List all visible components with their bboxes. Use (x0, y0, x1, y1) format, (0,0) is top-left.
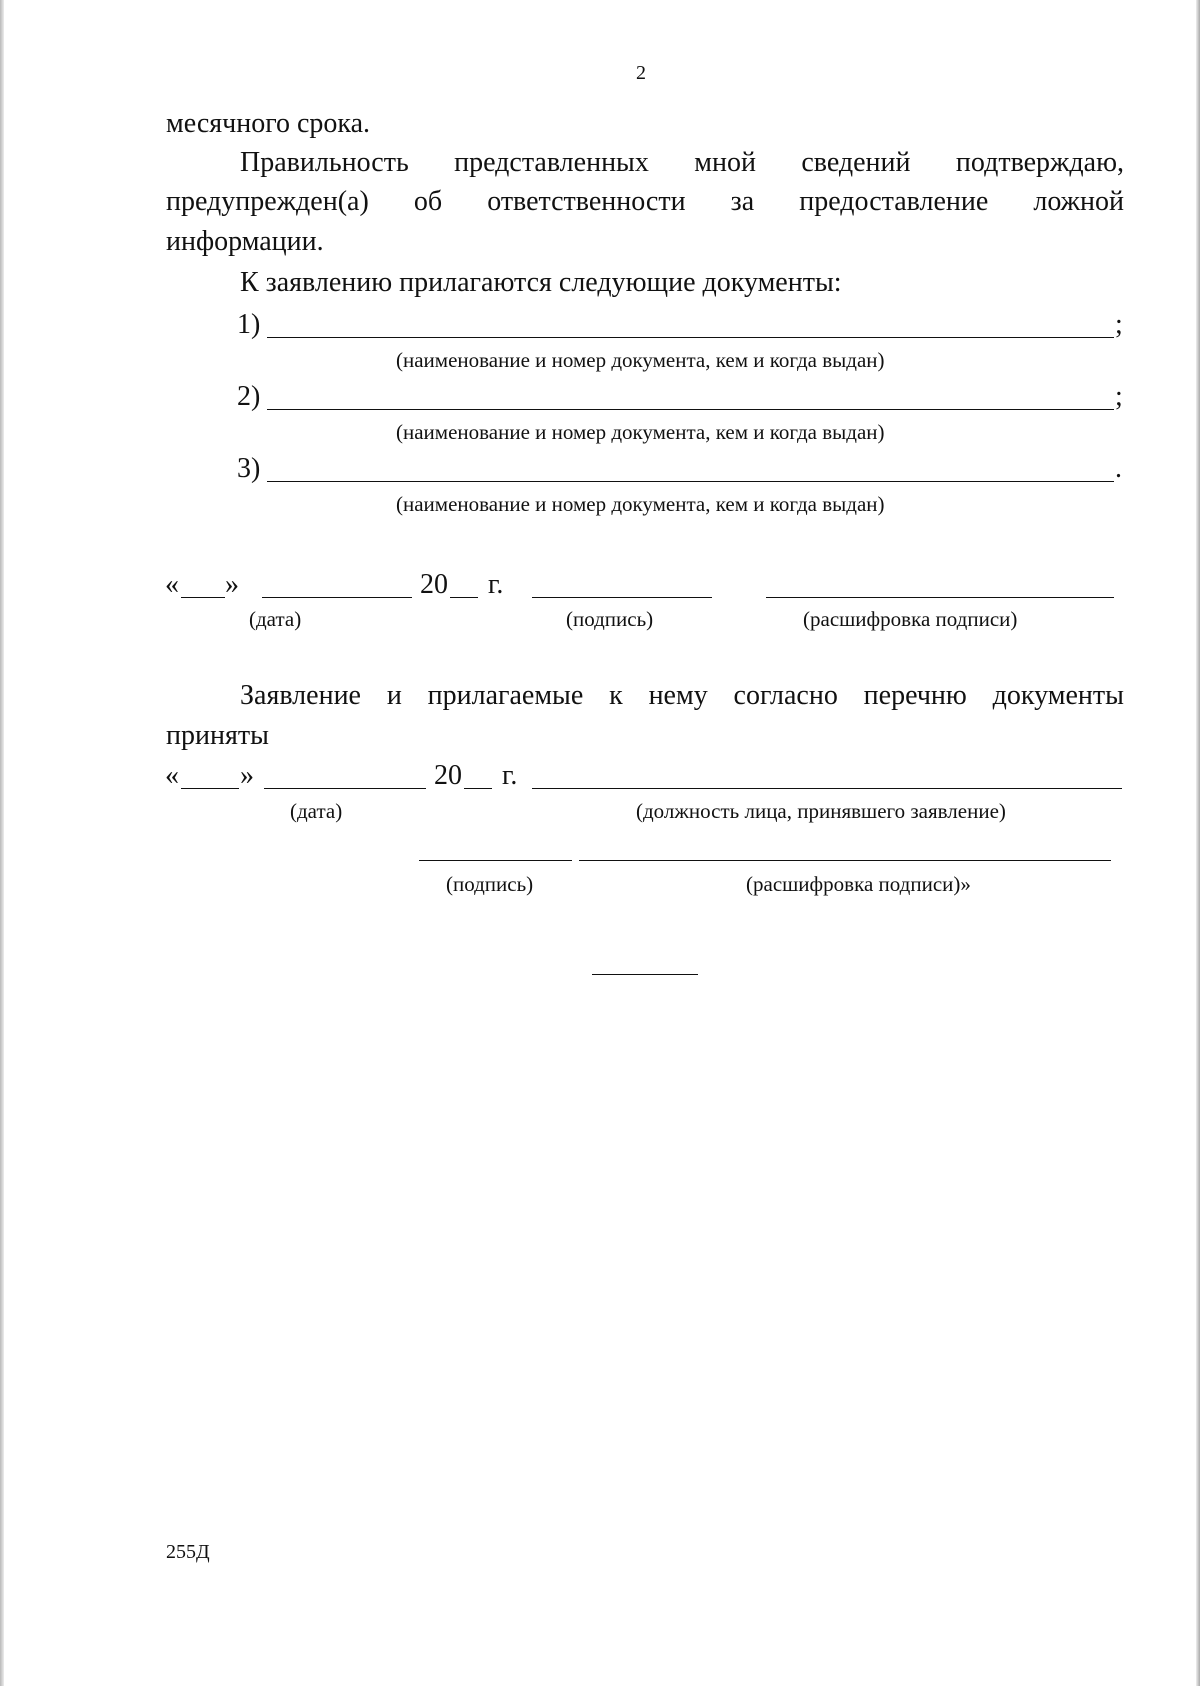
acceptance-position-caption: (должность лица, принявшего заявление) (636, 799, 1006, 823)
attachment-1-field[interactable] (267, 337, 1114, 338)
acceptance-quote-open: « (165, 760, 179, 791)
attachment-3-end: . (1115, 453, 1122, 484)
acceptance-year-prefix: 20 (434, 760, 462, 791)
page-number: 2 (636, 62, 646, 84)
applicant-month-field[interactable] (262, 597, 412, 598)
acceptance-decoding-field[interactable] (579, 860, 1111, 861)
attachment-1-end: ; (1115, 309, 1123, 340)
acceptance-signature-caption: (подпись) (446, 872, 534, 896)
attachment-2-end: ; (1115, 381, 1123, 412)
applicant-quote-open: « (165, 569, 179, 600)
acceptance-line-2: приняты (166, 720, 269, 751)
applicant-year-suffix: г. (488, 569, 504, 600)
applicant-decoding-caption: (расшифровка подписи) (803, 607, 1018, 631)
acceptance-day-field[interactable] (181, 788, 239, 789)
applicant-decoding-field[interactable] (766, 597, 1114, 598)
attachment-1-caption: (наименование и номер документа, кем и когда выдан) (396, 348, 885, 372)
continuation-text: месячного срока. (166, 108, 371, 139)
footer-code: 255Д (166, 1541, 210, 1563)
acceptance-date-caption: (дата) (290, 799, 343, 823)
attachment-1-number: 1) (237, 309, 261, 340)
applicant-date-caption: (дата) (249, 607, 302, 631)
applicant-signature-caption: (подпись) (566, 607, 654, 631)
confirmation-line-2: предупрежден(а) об ответственности за предоставление ложной (166, 186, 1124, 217)
attachment-2-caption: (наименование и номер документа, кем и когда выдан) (396, 420, 885, 444)
attachment-3-field[interactable] (267, 481, 1114, 482)
acceptance-signature-field[interactable] (419, 860, 572, 861)
applicant-year-field[interactable] (450, 597, 478, 598)
applicant-day-field[interactable] (181, 597, 225, 598)
confirmation-line-1: Правильность представленных мной сведений подтверждаю, (240, 147, 1124, 178)
scan-edge-left (0, 0, 4, 1686)
attachment-2-number: 2) (237, 381, 261, 412)
applicant-quote-close: » (225, 569, 239, 600)
applicant-year-prefix: 20 (420, 569, 448, 600)
acceptance-line-1: Заявление и прилагаемые к нему согласно перечню документы (240, 680, 1124, 711)
scan-edge-right (1196, 0, 1200, 1686)
applicant-signature-field[interactable] (532, 597, 712, 598)
acceptance-year-suffix: г. (502, 760, 518, 791)
attachment-2-field[interactable] (267, 409, 1114, 410)
acceptance-decoding-caption: (расшифровка подписи)» (746, 872, 971, 896)
attachment-3-number: 3) (237, 453, 261, 484)
acceptance-position-field[interactable] (532, 788, 1122, 789)
attachment-3-caption: (наименование и номер документа, кем и когда выдан) (396, 492, 885, 516)
closing-separator (592, 974, 698, 975)
acceptance-year-field[interactable] (464, 788, 492, 789)
acceptance-month-field[interactable] (264, 788, 426, 789)
confirmation-line-3: информации. (166, 226, 324, 257)
acceptance-quote-close: » (240, 760, 254, 791)
attachments-intro: К заявлению прилагаются следующие документы: (240, 267, 842, 298)
